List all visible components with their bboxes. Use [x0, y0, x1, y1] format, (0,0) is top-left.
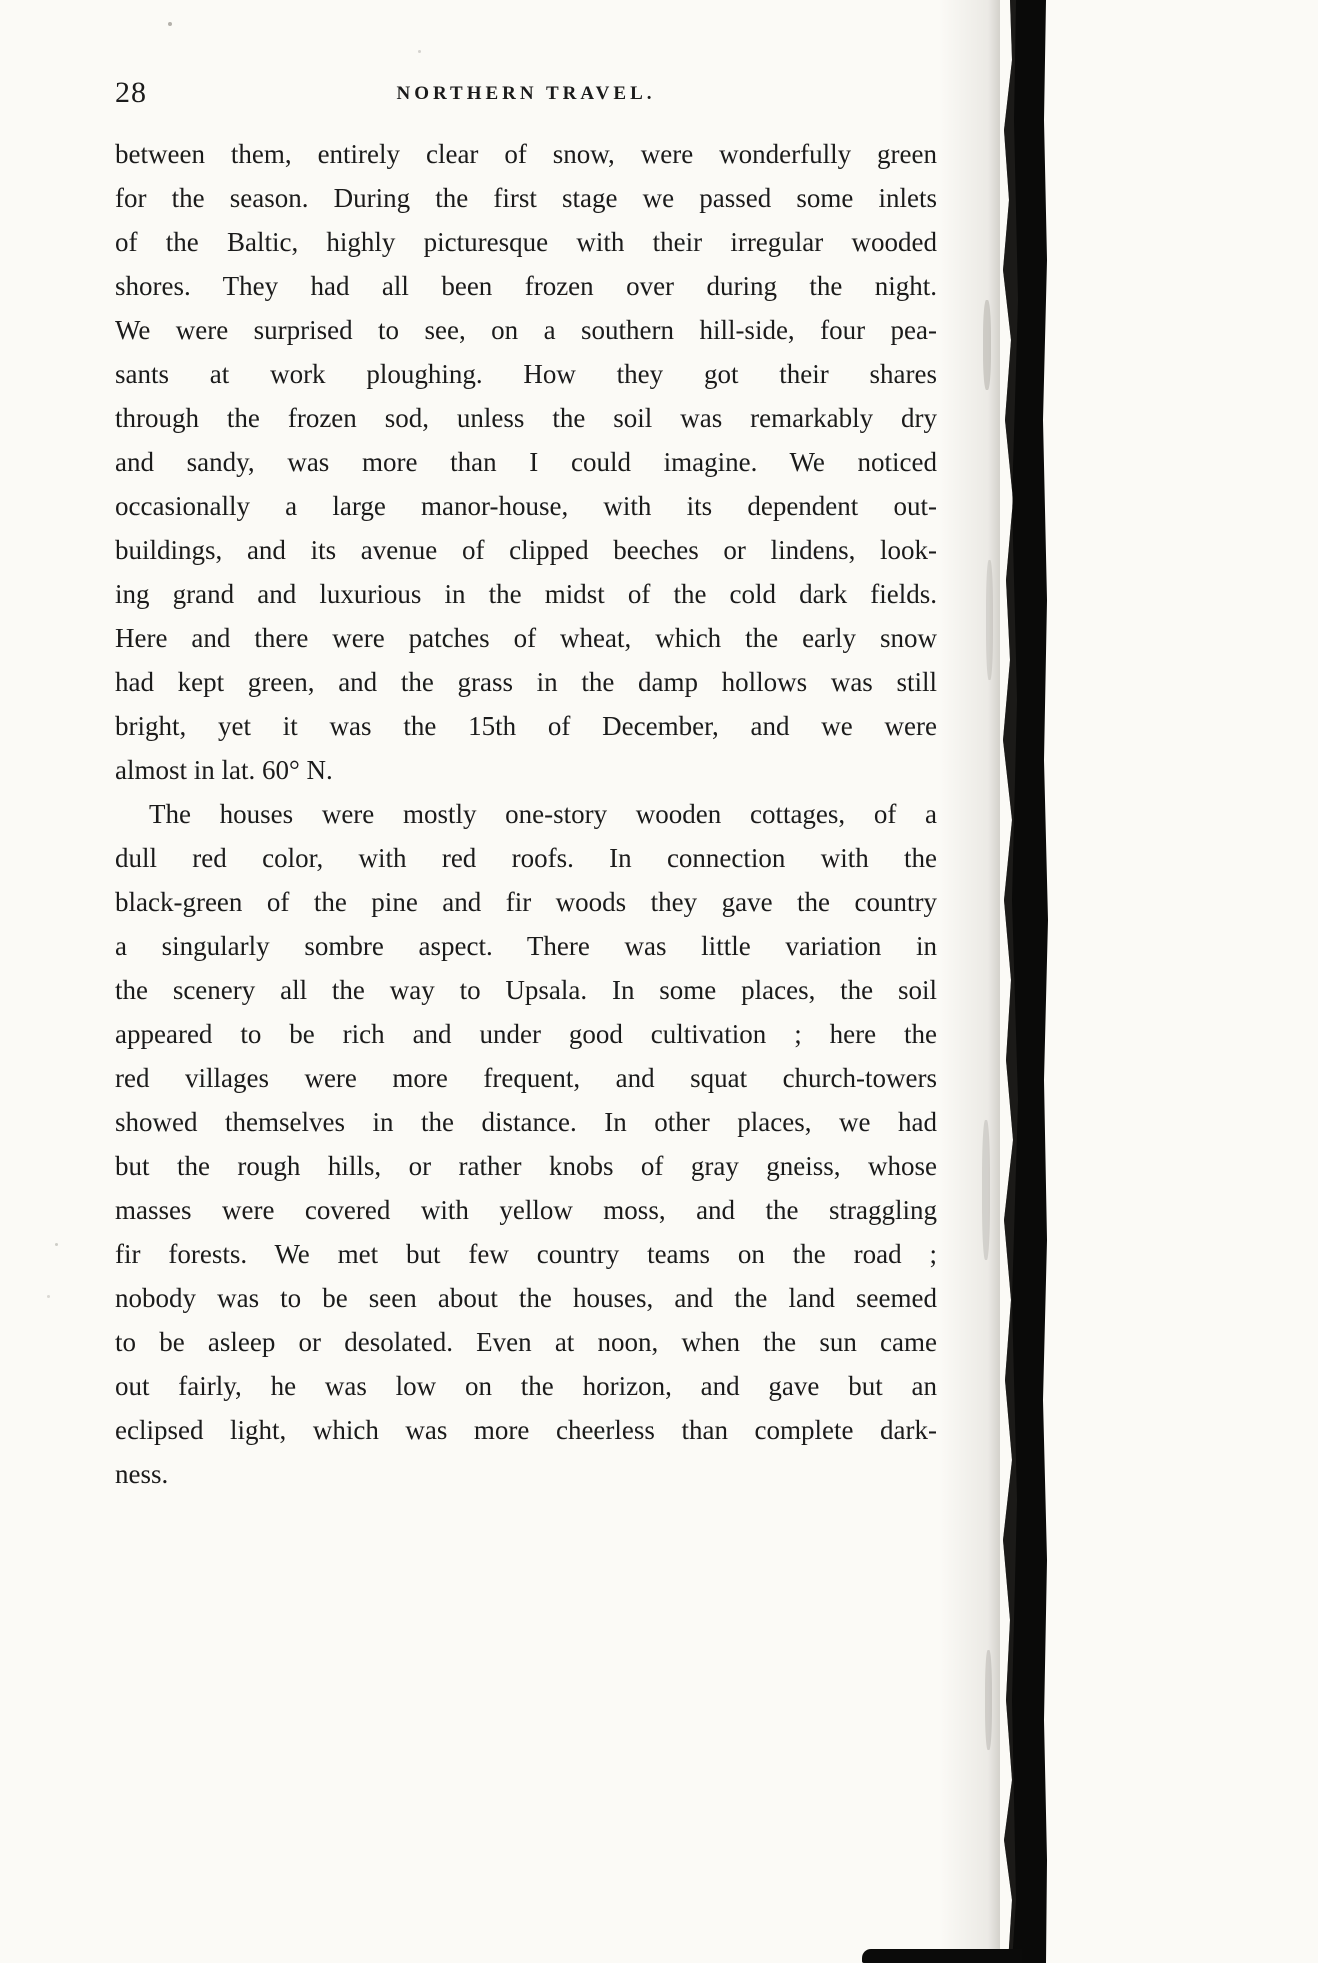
scan-bottom-artifact [862, 1949, 1022, 1963]
page-header [115, 76, 937, 116]
text-line: between them, entirely clear of snow, were wonderfully green [115, 139, 937, 169]
text-line: sants at work ploughing. How they got their shares [115, 359, 937, 389]
text-line: for the season. During the first stage we passed some inlets [115, 183, 937, 213]
running-header: NORTHERN TRAVEL. [396, 83, 656, 104]
text-line: masses were covered with yellow moss, and the straggling [115, 1195, 937, 1225]
scan-speck [418, 50, 421, 53]
text-line: The houses were mostly one-story wooden cottages, of a [149, 799, 937, 829]
scan-edge-artifact [1000, 0, 1056, 1963]
text-line: ness. [115, 1459, 169, 1489]
text-line: We were surprised to see, on a southern hill-side, four pea- [115, 315, 937, 345]
text-line: buildings, and its avenue of clipped beeches or lindens, look- [115, 535, 937, 565]
text-block [115, 132, 937, 1496]
text-line: black-green of the pine and fir woods they gave the country [115, 887, 937, 917]
text-line: out fairly, he was low on the horizon, and gave but an [115, 1371, 937, 1401]
text-line: ing grand and luxurious in the midst of the cold dark fields. [115, 579, 937, 609]
text-line: the scenery all the way to Upsala. In some places, the soil [115, 975, 937, 1005]
text-line: but the rough hills, or rather knobs of gray gneiss, whose [115, 1151, 937, 1181]
text-line: occasionally a large manor-house, with its dependent out- [115, 491, 937, 521]
scan-smudge [983, 300, 991, 390]
text-line: nobody was to be seen about the houses, and the land seemed [115, 1283, 937, 1313]
paragraph [115, 792, 937, 1496]
scan-speck [47, 1295, 50, 1298]
text-line: of the Baltic, highly picturesque with their irregular wooded [115, 227, 937, 257]
text-line: almost in lat. 60° N. [115, 755, 333, 785]
text-line: Here and there were patches of wheat, which the early snow [115, 623, 937, 653]
text-line: fir forests. We met but few country teams on the road ; [115, 1239, 937, 1269]
text-line: showed themselves in the distance. In other places, we had [115, 1107, 937, 1137]
scan-smudge [986, 560, 993, 680]
text-line: shores. They had all been frozen over during the night. [115, 271, 937, 301]
scan-smudge [982, 1120, 990, 1260]
text-line: and sandy, was more than I could imagine. We noticed [115, 447, 937, 477]
text-line: through the frozen sod, unless the soil was remarkably dry [115, 403, 937, 433]
text-line: red villages were more frequent, and squat church-towers [115, 1063, 937, 1093]
text-line: to be asleep or desolated. Even at noon, when the sun came [115, 1327, 937, 1357]
page-number: 28 [115, 76, 147, 109]
scan-speck [55, 1243, 58, 1246]
text-line: a singularly sombre aspect. There was little variation in [115, 931, 937, 961]
text-line: bright, yet it was the 15th of December, and we were [115, 711, 937, 741]
scan-smudge [985, 1650, 992, 1750]
text-line: had kept green, and the grass in the damp hollows was still [115, 667, 937, 697]
paragraph [115, 132, 937, 792]
text-line: eclipsed light, which was more cheerless than complete dark- [115, 1415, 937, 1445]
scan-speck [168, 22, 172, 26]
text-line: appeared to be rich and under good cultivation ; here the [115, 1019, 937, 1049]
text-line: dull red color, with red roofs. In connection with the [115, 843, 937, 873]
